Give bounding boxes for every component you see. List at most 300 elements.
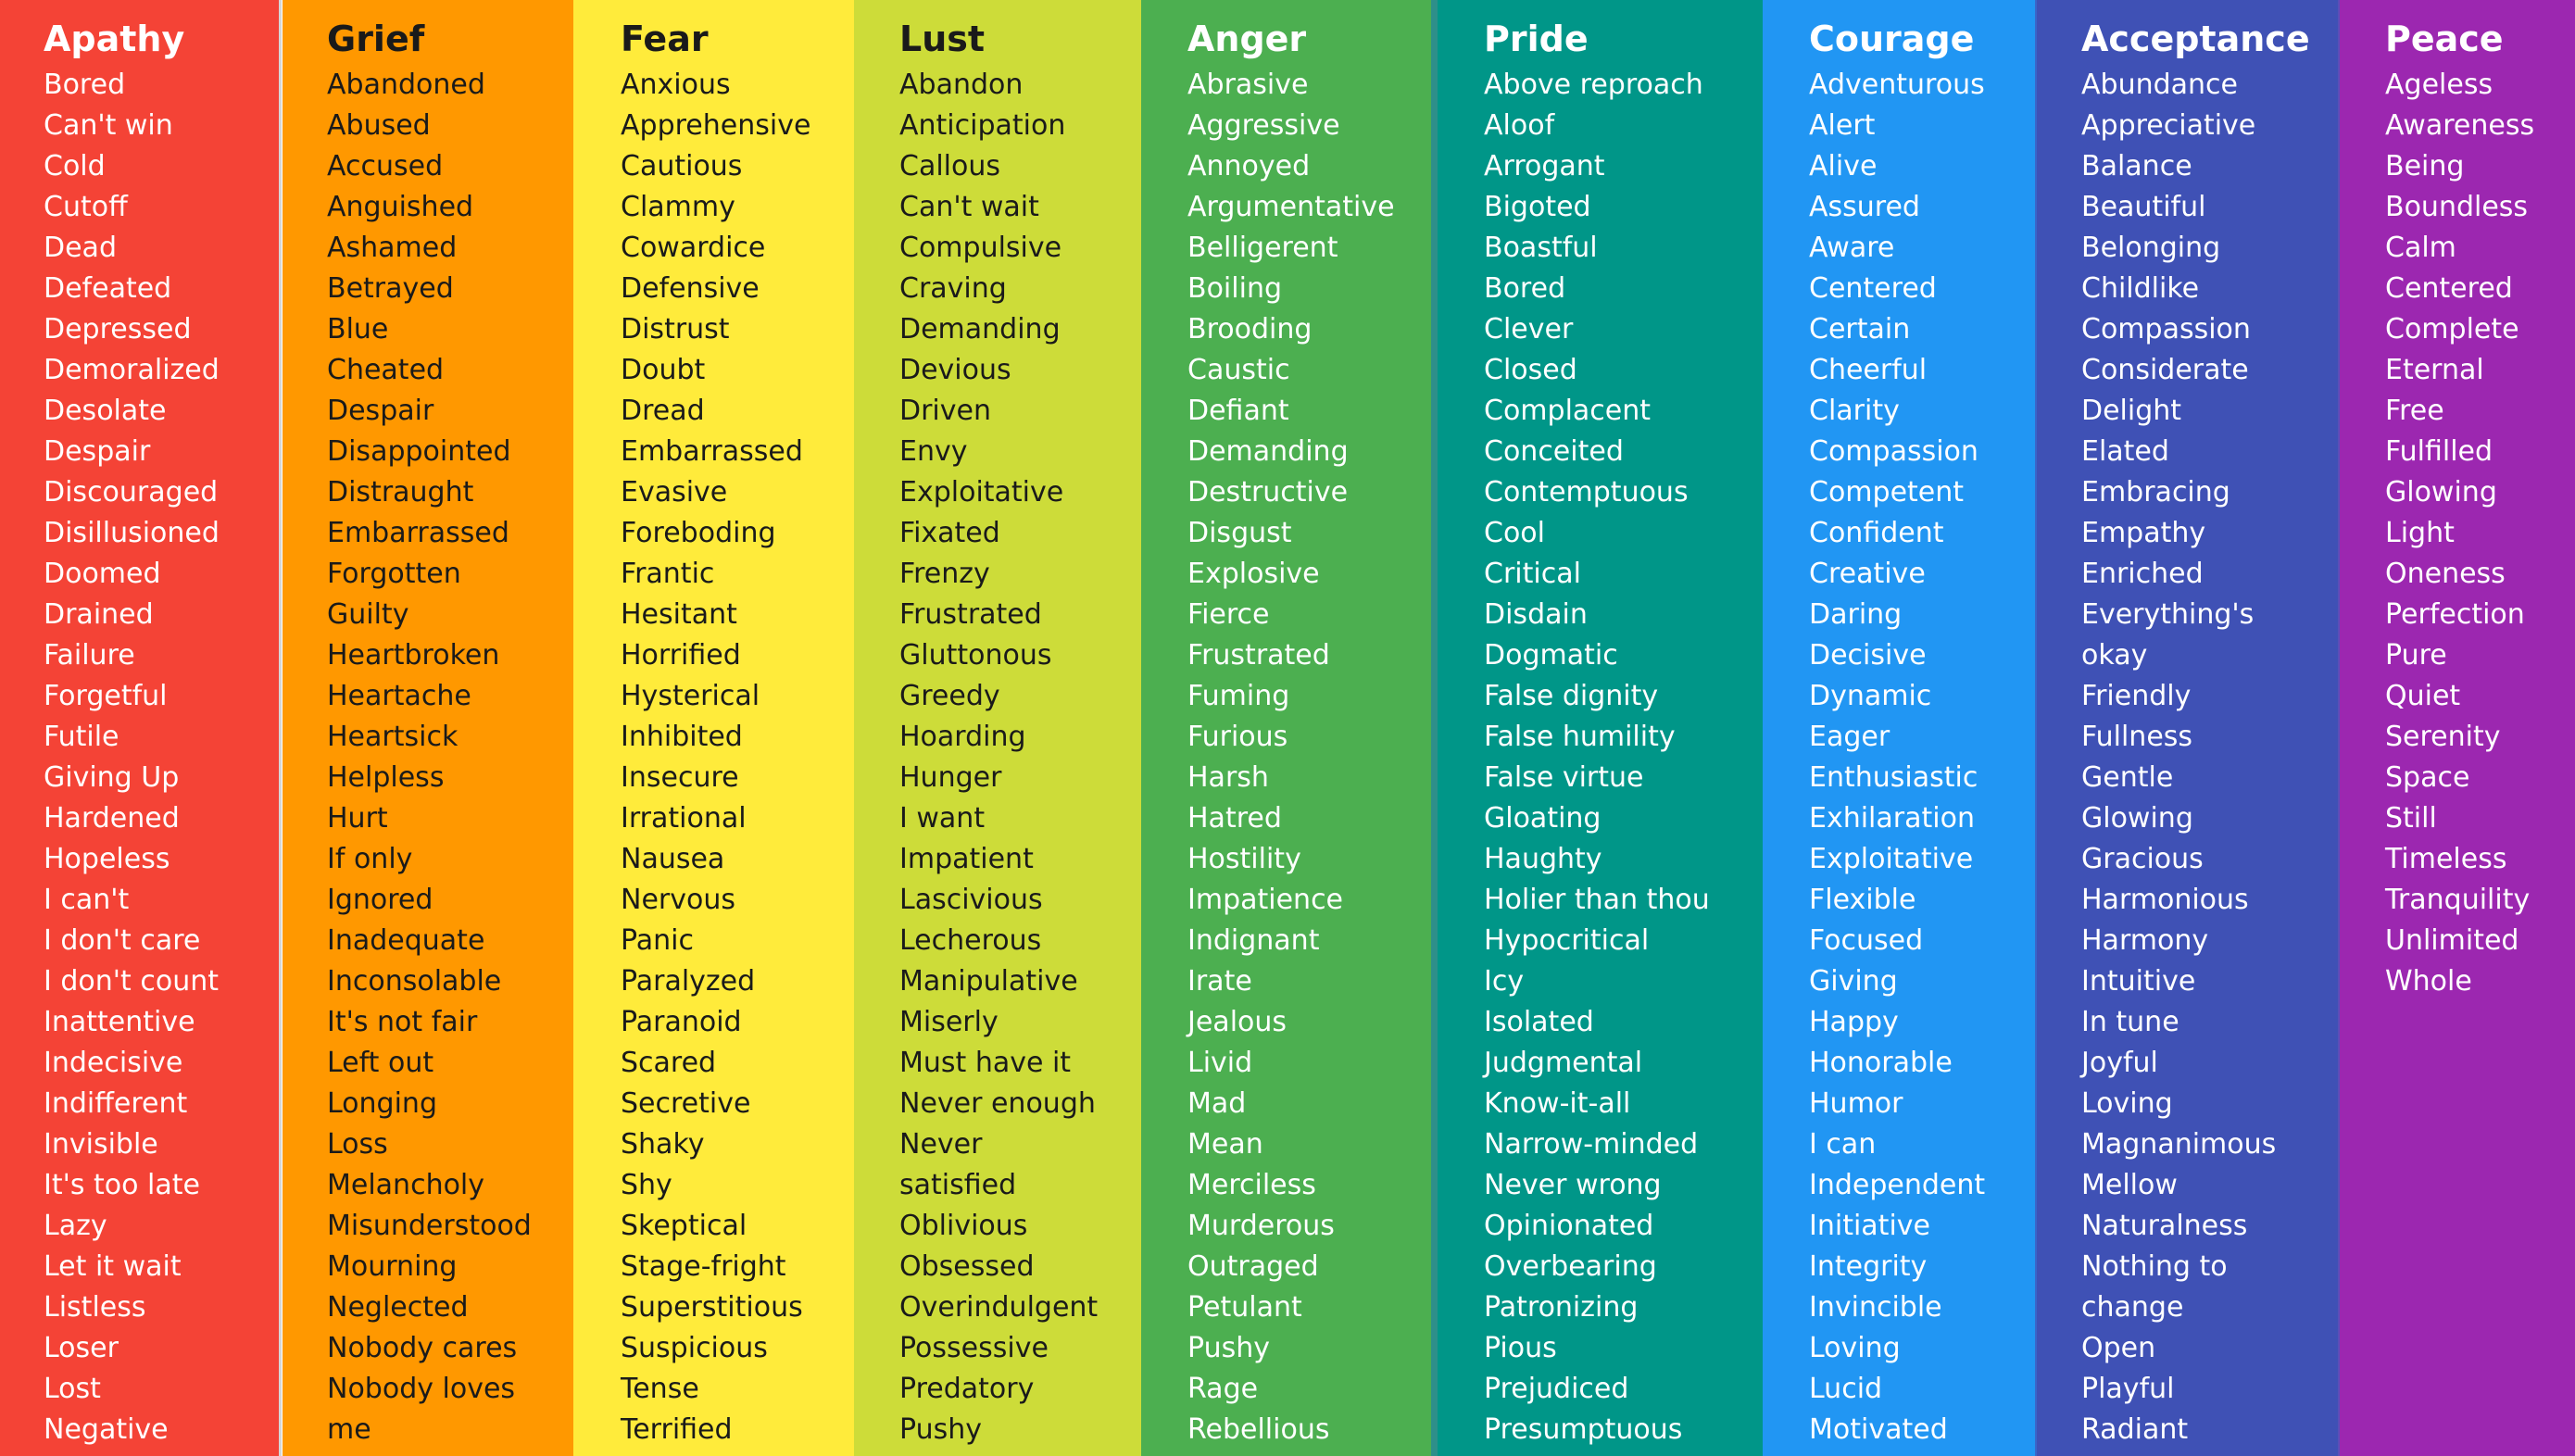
emotion-word-anger: Explosive	[1187, 558, 1320, 590]
emotion-word-lust: Oblivious	[899, 1210, 1028, 1242]
emotion-word-apathy: Cold	[44, 150, 106, 182]
emotion-word-lust: Never	[899, 1128, 983, 1161]
emotion-word-grief: It's not fair	[327, 1006, 478, 1038]
emotion-word-anger: Harsh	[1187, 761, 1269, 794]
emotion-word-lust: I want	[899, 802, 986, 835]
emotion-word-lust: Pushy	[899, 1413, 982, 1446]
emotion-word-apathy: Dead	[44, 232, 117, 264]
emotion-word-acceptance: Elated	[2081, 435, 2169, 468]
emotion-word-fear: Nervous	[621, 884, 735, 916]
emotion-word-courage: Eager	[1809, 721, 1890, 753]
emotion-word-apathy: Bored	[44, 69, 126, 101]
column-anger	[1141, 0, 1438, 1456]
emotion-word-anger: Aggressive	[1187, 109, 1340, 142]
emotion-word-pride: Aloof	[1484, 109, 1555, 142]
emotion-word-anger: Indignant	[1187, 924, 1320, 957]
emotion-word-grief: me	[327, 1413, 371, 1446]
emotion-word-peace: Free	[2385, 395, 2444, 427]
emotion-word-anger: Brooding	[1187, 313, 1313, 345]
emotion-word-lust: Hunger	[899, 761, 1002, 794]
emotion-word-anger: Annoyed	[1187, 150, 1311, 182]
emotion-word-apathy: I don't count	[44, 965, 219, 998]
emotion-word-apathy: Lazy	[44, 1210, 107, 1242]
emotion-word-fear: Insecure	[621, 761, 739, 794]
emotion-word-fear: Stage-fright	[621, 1250, 786, 1283]
emotion-word-acceptance: Abundance	[2081, 69, 2238, 101]
emotion-word-grief: Mourning	[327, 1250, 458, 1283]
emotion-word-grief: Nobody loves	[327, 1373, 516, 1405]
emotion-word-grief: Blue	[327, 313, 389, 345]
column-divider	[2338, 0, 2340, 1456]
column-divider	[1431, 0, 1438, 1456]
emotion-word-fear: Apprehensive	[621, 109, 811, 142]
emotion-word-fear: Nausea	[621, 843, 725, 875]
emotion-word-peace: Tranquility	[2385, 884, 2531, 916]
emotion-word-apathy: Forgetful	[44, 680, 168, 712]
emotion-word-pride: Holier than thou	[1484, 884, 1710, 916]
emotion-word-fear: Secretive	[621, 1087, 751, 1120]
emotion-word-anger: Destructive	[1187, 476, 1349, 508]
emotion-word-lust: Exploitative	[899, 476, 1064, 508]
emotion-word-fear: Paranoid	[621, 1006, 742, 1038]
emotion-word-lust: Compulsive	[899, 232, 1062, 264]
emotion-word-apathy: Despair	[44, 435, 151, 468]
emotion-word-anger: Disgust	[1187, 517, 1292, 549]
column-peace	[2340, 0, 2575, 1456]
emotion-word-courage: Confident	[1809, 517, 1944, 549]
emotion-word-apathy: Defeated	[44, 272, 172, 305]
emotion-word-courage: Invincible	[1809, 1291, 1942, 1324]
emotion-word-courage: Alert	[1809, 109, 1876, 142]
emotion-word-anger: Livid	[1187, 1047, 1253, 1079]
emotion-word-acceptance: In tune	[2081, 1006, 2179, 1038]
emotion-word-apathy: Demoralized	[44, 354, 220, 386]
emotion-word-anger: Defiant	[1187, 395, 1289, 427]
emotion-word-courage: I can	[1809, 1128, 1877, 1161]
emotion-word-grief: Inadequate	[327, 924, 485, 957]
emotion-word-fear: Superstitious	[621, 1291, 803, 1324]
emotion-word-fear: Distrust	[621, 313, 730, 345]
emotion-word-pride: Boastful	[1484, 232, 1598, 264]
emotion-word-anger: Mean	[1187, 1128, 1263, 1161]
column-list-grief	[327, 65, 573, 1450]
emotion-word-grief: Heartsick	[327, 721, 458, 753]
emotion-word-lust: Can't wait	[899, 191, 1039, 223]
emotion-word-apathy: Hopeless	[44, 843, 170, 875]
emotion-word-courage: Decisive	[1809, 639, 1927, 672]
emotion-word-apathy: Desolate	[44, 395, 167, 427]
emotion-word-fear: Doubt	[621, 354, 706, 386]
emotion-word-apathy: Let it wait	[44, 1250, 182, 1283]
emotion-word-lust: Manipulative	[899, 965, 1078, 998]
emotion-word-apathy: Futile	[44, 721, 119, 753]
emotion-word-fear: Terrified	[621, 1413, 733, 1446]
emotion-word-grief: Heartache	[327, 680, 471, 712]
column-title-grief: Grief	[327, 19, 425, 59]
emotion-word-apathy: Cutoff	[44, 191, 128, 223]
emotion-word-grief: Hurt	[327, 802, 388, 835]
emotion-word-lust: Abandon	[899, 69, 1024, 101]
emotion-word-acceptance: Radiant	[2081, 1413, 2189, 1446]
emotion-word-courage: Adventurous	[1809, 69, 1985, 101]
emotion-word-pride: False virtue	[1484, 761, 1644, 794]
emotion-word-pride: Dogmatic	[1484, 639, 1618, 672]
emotion-word-fear: Cowardice	[621, 232, 766, 264]
emotion-word-courage: Honorable	[1809, 1047, 1953, 1079]
emotion-word-apathy: Can't win	[44, 109, 173, 142]
emotion-word-pride: Clever	[1484, 313, 1574, 345]
column-title-courage: Courage	[1809, 19, 1975, 59]
column-list-anger	[1187, 65, 1438, 1450]
emotion-word-lust: Demanding	[899, 313, 1061, 345]
column-title-apathy: Apathy	[44, 19, 185, 59]
emotion-word-peace: Boundless	[2385, 191, 2529, 223]
emotion-word-acceptance: Balance	[2081, 150, 2192, 182]
column-title-acceptance: Acceptance	[2081, 19, 2310, 59]
emotion-word-anger: Furious	[1187, 721, 1288, 753]
emotion-word-courage: Centered	[1809, 272, 1937, 305]
emotion-word-acceptance: Playful	[2081, 1373, 2175, 1405]
emotion-word-lust: Gluttonous	[899, 639, 1052, 672]
emotion-word-lust: Obsessed	[899, 1250, 1035, 1283]
emotion-word-fear: Shy	[621, 1169, 672, 1201]
column-apathy	[0, 0, 279, 1456]
emotion-word-fear: Scared	[621, 1047, 717, 1079]
emotion-word-peace: Centered	[2385, 272, 2513, 305]
emotion-word-apathy: Disillusioned	[44, 517, 220, 549]
emotion-word-acceptance: Intuitive	[2081, 965, 2196, 998]
emotion-word-fear: Cautious	[621, 150, 743, 182]
column-list-peace	[2385, 65, 2575, 1002]
column-acceptance	[2035, 0, 2340, 1456]
emotion-word-pride: Narrow-minded	[1484, 1128, 1699, 1161]
emotion-word-anger: Irate	[1187, 965, 1252, 998]
column-list-courage	[1809, 65, 2035, 1450]
emotion-word-lust: Lascivious	[899, 884, 1043, 916]
emotion-word-anger: Merciless	[1187, 1169, 1316, 1201]
emotion-word-pride: Contemptuous	[1484, 476, 1689, 508]
emotion-word-acceptance: Embracing	[2081, 476, 2230, 508]
emotion-word-grief: Disappointed	[327, 435, 511, 468]
emotion-word-fear: Foreboding	[621, 517, 776, 549]
emotion-word-peace: Eternal	[2385, 354, 2484, 386]
emotion-word-pride: Patronizing	[1484, 1291, 1639, 1324]
emotion-word-peace: Calm	[2385, 232, 2456, 264]
emotion-word-grief: Helpless	[327, 761, 445, 794]
emotion-word-pride: Gloating	[1484, 802, 1602, 835]
column-fear	[573, 0, 854, 1456]
emotion-word-courage: Enthusiastic	[1809, 761, 1978, 794]
emotion-word-fear: Horrified	[621, 639, 741, 672]
column-title-fear: Fear	[621, 19, 709, 59]
emotion-word-pride: False humility	[1484, 721, 1676, 753]
emotion-word-grief: Loss	[327, 1128, 388, 1161]
column-title-lust: Lust	[899, 19, 986, 59]
emotion-word-pride: Presumptuous	[1484, 1413, 1683, 1446]
emotion-word-fear: Tense	[621, 1373, 699, 1405]
emotion-word-acceptance: Beautiful	[2081, 191, 2206, 223]
emotion-word-courage: Creative	[1809, 558, 1926, 590]
column-title-pride: Pride	[1484, 19, 1589, 59]
emotion-word-apathy: Loser	[44, 1332, 119, 1364]
emotion-word-anger: Hatred	[1187, 802, 1282, 835]
emotion-word-apathy: Invisible	[44, 1128, 158, 1161]
emotion-word-pride: Prejudiced	[1484, 1373, 1629, 1405]
emotion-word-peace: Perfection	[2385, 598, 2525, 631]
emotion-word-fear: Defensive	[621, 272, 760, 305]
emotion-word-peace: Glowing	[2385, 476, 2497, 508]
emotion-word-grief: Embarrassed	[327, 517, 509, 549]
emotion-word-acceptance: Considerate	[2081, 354, 2249, 386]
emotion-word-anger: Abrasive	[1187, 69, 1309, 101]
emotion-word-acceptance: Appreciative	[2081, 109, 2256, 142]
emotion-word-lust: Anticipation	[899, 109, 1066, 142]
emotion-word-lust: Hoarding	[899, 721, 1026, 753]
emotion-word-courage: Exploitative	[1809, 843, 1974, 875]
emotion-word-lust: Must have it	[899, 1047, 1072, 1079]
emotion-word-grief: Heartbroken	[327, 639, 500, 672]
emotion-word-apathy: It's too late	[44, 1169, 200, 1201]
emotion-word-acceptance: Enriched	[2081, 558, 2204, 590]
column-list-acceptance	[2081, 65, 2340, 1450]
emotion-word-peace: Unlimited	[2385, 924, 2519, 957]
emotion-word-apathy: Doomed	[44, 558, 161, 590]
emotion-word-grief: Accused	[327, 150, 444, 182]
emotion-word-acceptance: Compassion	[2081, 313, 2251, 345]
emotion-word-grief: Forgotten	[327, 558, 461, 590]
emotion-word-courage: Dynamic	[1809, 680, 1932, 712]
emotion-word-lust: Frenzy	[899, 558, 990, 590]
emotion-word-grief: Cheated	[327, 354, 445, 386]
emotion-word-apathy: Hardened	[44, 802, 180, 835]
emotion-word-anger: Belligerent	[1187, 232, 1338, 264]
emotion-word-courage: Competent	[1809, 476, 1965, 508]
emotion-word-courage: Exhilaration	[1809, 802, 1975, 835]
emotion-word-apathy: Failure	[44, 639, 135, 672]
emotion-word-peace: Whole	[2385, 965, 2472, 998]
emotion-word-fear: Paralyzed	[621, 965, 756, 998]
emotion-word-peace: Still	[2385, 802, 2437, 835]
emotion-word-acceptance: Fullness	[2081, 721, 2193, 753]
emotion-word-lust: Driven	[899, 395, 991, 427]
emotion-word-acceptance: Gracious	[2081, 843, 2204, 875]
emotion-word-pride: Never wrong	[1484, 1169, 1662, 1201]
emotion-word-grief: Left out	[327, 1047, 434, 1079]
emotion-word-fear: Panic	[621, 924, 694, 957]
emotion-word-lust: Miserly	[899, 1006, 999, 1038]
emotion-word-pride: Icy	[1484, 965, 1525, 998]
emotion-word-pride: Hypocritical	[1484, 924, 1650, 957]
column-title-anger: Anger	[1187, 19, 1307, 59]
emotion-word-apathy: Indifferent	[44, 1087, 188, 1120]
emotion-word-pride: Above reproach	[1484, 69, 1703, 101]
emotion-word-apathy: Discouraged	[44, 476, 219, 508]
column-courage	[1763, 0, 2035, 1456]
emotion-word-acceptance: Everything's	[2081, 598, 2255, 631]
emotion-word-lust: Fixated	[899, 517, 1000, 549]
emotion-word-lust: Callous	[899, 150, 1000, 182]
emotion-word-peace: Quiet	[2385, 680, 2461, 712]
emotion-word-courage: Integrity	[1809, 1250, 1928, 1283]
emotion-word-courage: Motivated	[1809, 1413, 1948, 1446]
column-pride	[1438, 0, 1763, 1456]
emotion-word-courage: Initiative	[1809, 1210, 1930, 1242]
emotion-word-apathy: Negative	[44, 1413, 169, 1446]
emotion-word-fear: Shaky	[621, 1128, 705, 1161]
emotion-word-fear: Evasive	[621, 476, 728, 508]
emotion-word-courage: Flexible	[1809, 884, 1916, 916]
emotion-word-lust: Craving	[899, 272, 1007, 305]
emotion-word-pride: Overbearing	[1484, 1250, 1657, 1283]
emotion-word-courage: Cheerful	[1809, 354, 1928, 386]
emotion-word-acceptance: okay	[2081, 639, 2148, 672]
emotion-word-anger: Rebellious	[1187, 1413, 1330, 1446]
emotion-word-fear: Suspicious	[621, 1332, 768, 1364]
emotion-word-peace: Oneness	[2385, 558, 2506, 590]
emotion-word-grief: Guilty	[327, 598, 409, 631]
emotion-word-peace: Pure	[2385, 639, 2447, 672]
emotion-word-courage: Daring	[1809, 598, 1903, 631]
emotion-word-grief: Nobody cares	[327, 1332, 518, 1364]
emotion-word-lust: Overindulgent	[899, 1291, 1099, 1324]
emotion-word-pride: Cool	[1484, 517, 1545, 549]
emotion-word-anger: Outraged	[1187, 1250, 1319, 1283]
emotion-word-anger: Pushy	[1187, 1332, 1270, 1364]
emotion-word-anger: Caustic	[1187, 354, 1290, 386]
emotion-word-acceptance: Glowing	[2081, 802, 2193, 835]
emotion-word-fear: Skeptical	[621, 1210, 747, 1242]
emotion-word-courage: Compassion	[1809, 435, 1978, 468]
emotion-word-courage: Humor	[1809, 1087, 1903, 1120]
emotion-word-acceptance: Nothing to	[2081, 1250, 2228, 1283]
emotion-word-courage: Independent	[1809, 1169, 1986, 1201]
column-grief	[283, 0, 573, 1456]
emotion-word-acceptance: Friendly	[2081, 680, 2192, 712]
emotion-word-grief: Abused	[327, 109, 431, 142]
emotion-word-fear: Hesitant	[621, 598, 737, 631]
column-list-lust	[899, 65, 1141, 1450]
emotion-word-courage: Alive	[1809, 150, 1878, 182]
emotion-word-apathy: Inattentive	[44, 1006, 195, 1038]
emotion-word-pride: Arrogant	[1484, 150, 1605, 182]
emotion-word-peace: Complete	[2385, 313, 2519, 345]
emotion-word-pride: Haughty	[1484, 843, 1602, 875]
emotion-word-fear: Frantic	[621, 558, 715, 590]
emotion-word-grief: Distraught	[327, 476, 474, 508]
emotion-word-courage: Focused	[1809, 924, 1924, 957]
emotion-word-lust: Possessive	[899, 1332, 1049, 1364]
emotion-word-fear: Clammy	[621, 191, 735, 223]
emotion-word-anger: Argumentative	[1187, 191, 1395, 223]
emotion-word-anger: Impatience	[1187, 884, 1344, 916]
emotion-word-apathy: Listless	[44, 1291, 146, 1324]
column-list-fear	[621, 65, 854, 1450]
emotion-word-acceptance: Open	[2081, 1332, 2156, 1364]
emotion-word-peace: Being	[2385, 150, 2465, 182]
emotion-word-acceptance: Mellow	[2081, 1169, 2178, 1201]
emotion-word-pride: Critical	[1484, 558, 1581, 590]
emotion-word-pride: False dignity	[1484, 680, 1659, 712]
emotion-word-acceptance: Gentle	[2081, 761, 2174, 794]
emotion-word-grief: Despair	[327, 395, 434, 427]
emotion-word-peace: Space	[2385, 761, 2470, 794]
emotion-word-acceptance: Empathy	[2081, 517, 2206, 549]
emotion-word-acceptance: Naturalness	[2081, 1210, 2248, 1242]
emotion-word-pride: Know-it-all	[1484, 1087, 1631, 1120]
emotion-word-pride: Opinionated	[1484, 1210, 1654, 1242]
emotion-word-acceptance: Harmony	[2081, 924, 2209, 957]
emotion-word-lust: satisfied	[899, 1169, 1017, 1201]
column-title-peace: Peace	[2385, 19, 2504, 59]
emotion-word-lust: Never enough	[899, 1087, 1096, 1120]
emotion-word-anger: Demanding	[1187, 435, 1349, 468]
emotion-word-lust: Envy	[899, 435, 968, 468]
emotion-word-acceptance: Belonging	[2081, 232, 2221, 264]
emotion-word-peace: Light	[2385, 517, 2455, 549]
emotion-word-pride: Disdain	[1484, 598, 1588, 631]
emotion-word-grief: Abandoned	[327, 69, 485, 101]
emotion-word-courage: Giving	[1809, 965, 1898, 998]
emotion-word-pride: Bigoted	[1484, 191, 1591, 223]
emotion-word-grief: Anguished	[327, 191, 474, 223]
emotion-word-courage: Lucid	[1809, 1373, 1883, 1405]
emotion-word-acceptance: Childlike	[2081, 272, 2200, 305]
emotion-word-pride: Complacent	[1484, 395, 1652, 427]
emotion-word-grief: Melancholy	[327, 1169, 485, 1201]
emotion-word-apathy: Lost	[44, 1373, 101, 1405]
emotion-word-apathy: I don't care	[44, 924, 201, 957]
column-divider	[2035, 0, 2037, 1456]
column-divider	[279, 0, 282, 1456]
emotion-word-apathy: Drained	[44, 598, 154, 631]
emotion-word-peace: Timeless	[2385, 843, 2507, 875]
emotion-word-courage: Clarity	[1809, 395, 1900, 427]
emotion-word-pride: Isolated	[1484, 1006, 1594, 1038]
emotion-word-lust: Frustrated	[899, 598, 1042, 631]
emotion-word-lust: Predatory	[899, 1373, 1035, 1405]
emotion-word-courage: Happy	[1809, 1006, 1899, 1038]
emotion-word-peace: Awareness	[2385, 109, 2535, 142]
emotion-word-lust: Impatient	[899, 843, 1034, 875]
emotion-word-pride: Bored	[1484, 272, 1566, 305]
emotion-word-fear: Dread	[621, 395, 705, 427]
emotion-word-grief: Misunderstood	[327, 1210, 532, 1242]
emotion-word-lust: Greedy	[899, 680, 1000, 712]
emotion-word-anger: Fuming	[1187, 680, 1290, 712]
emotion-word-lust: Lecherous	[899, 924, 1042, 957]
emotion-word-peace: Ageless	[2385, 69, 2493, 101]
emotion-word-anger: Mad	[1187, 1087, 1247, 1120]
emotion-word-peace: Serenity	[2385, 721, 2501, 753]
emotion-word-pride: Pious	[1484, 1332, 1557, 1364]
emotion-word-fear: Hysterical	[621, 680, 760, 712]
emotion-word-anger: Murderous	[1187, 1210, 1335, 1242]
emotion-word-pride: Conceited	[1484, 435, 1624, 468]
emotion-word-fear: Anxious	[621, 69, 731, 101]
emotion-word-grief: If only	[327, 843, 413, 875]
emotion-word-acceptance: change	[2081, 1291, 2184, 1324]
emotion-word-anger: Boiling	[1187, 272, 1282, 305]
emotion-word-pride: Judgmental	[1484, 1047, 1643, 1079]
emotion-word-peace: Fulfilled	[2385, 435, 2493, 468]
emotion-word-anger: Frustrated	[1187, 639, 1330, 672]
emotion-word-fear: Inhibited	[621, 721, 743, 753]
column-list-pride	[1484, 65, 1763, 1450]
emotion-word-fear: Embarrassed	[621, 435, 803, 468]
emotion-word-grief: Betrayed	[327, 272, 454, 305]
column-lust	[854, 0, 1141, 1456]
emotion-word-acceptance: Joyful	[2081, 1047, 2158, 1079]
